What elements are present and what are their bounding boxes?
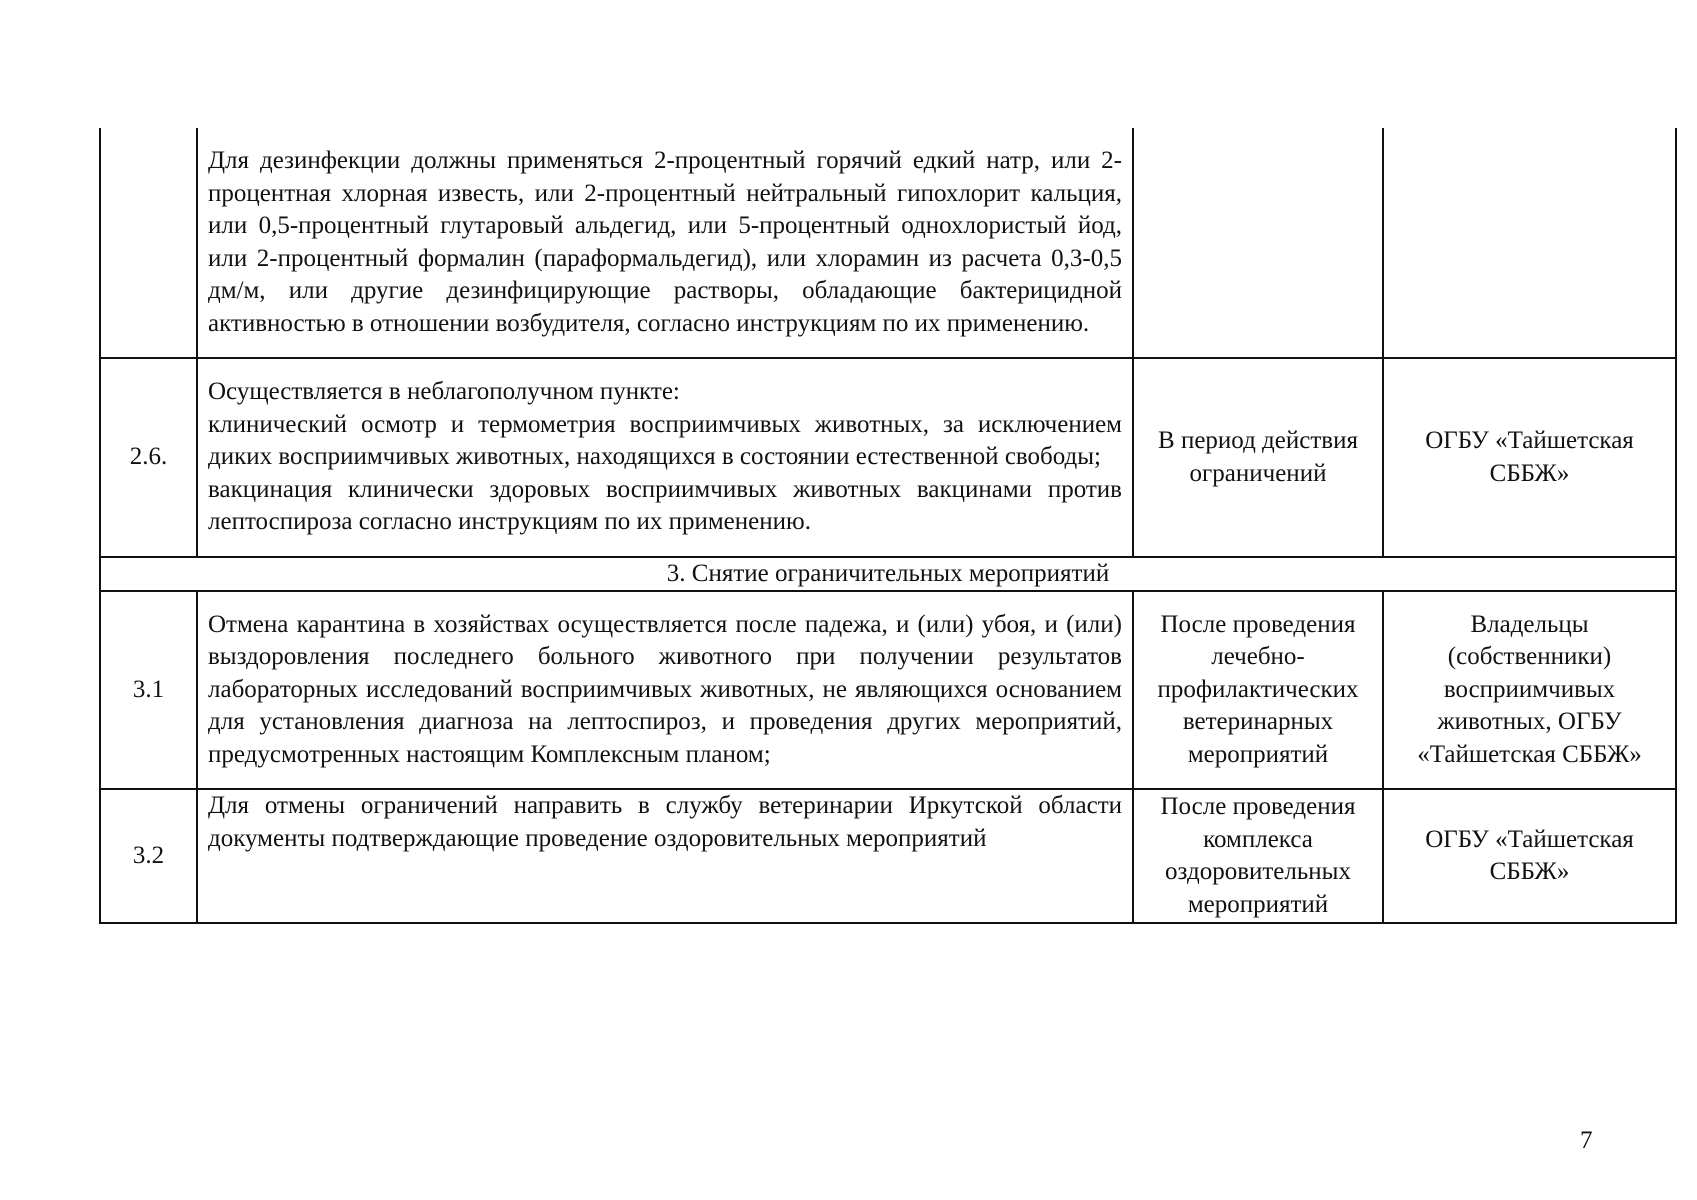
row-number: 3.2 bbox=[100, 789, 197, 923]
row-period: В период действия ограничений bbox=[1133, 358, 1383, 557]
description-paragraph: Осуществляется в неблагополучном пункте: bbox=[208, 378, 680, 406]
description-paragraph: вакцинация клинически здоровых восприимчивых животных вакцинами против лептоспироза согласно инструкциям по их применению. bbox=[208, 475, 1122, 536]
row-period bbox=[1133, 128, 1383, 358]
measures-table bbox=[99, 128, 1677, 924]
row-description bbox=[197, 358, 1133, 557]
row-period: После проведения лечебно-профилактических ветеринарных мероприятий bbox=[1133, 591, 1383, 789]
table-row bbox=[100, 591, 1676, 789]
row-number: 3.1 bbox=[100, 591, 197, 789]
row-period: После проведения комплекса оздоровительных мероприятий bbox=[1133, 789, 1383, 923]
table-row bbox=[100, 358, 1676, 557]
description-paragraph: Для отмены ограничений направить в службу ветеринарии Иркутской области документы подтверждающие проведение оздоровительных мероприятий bbox=[208, 792, 1122, 852]
row-responsible: Владельцы (собственники) восприимчивых животных, ОГБУ «Тайшетская СББЖ» bbox=[1383, 591, 1676, 789]
page-number: 7 bbox=[1580, 1127, 1593, 1154]
section-header-row bbox=[100, 557, 1676, 591]
row-responsible bbox=[1383, 128, 1676, 358]
description-paragraph: Для дезинфекции должны применяться 2-процентный горячий едкий натр, или 2-процентная хлорная известь, или 2-процентный нейтральный гипохлорит кальция, или 0,5-процентный глутаровый альдегид, или 5-процентный однохлористый йод, или 2-процентный формалин (параформальдегид), или хлорамин из расчета 0,3-0,5 дм/м, или другие дезинфицирующие растворы, обладающие бактерицидной активностью в отношении возбудителя, согласно инструкциям по их применению. bbox=[208, 147, 1122, 337]
table-row bbox=[100, 789, 1676, 923]
row-number: 2.6. bbox=[100, 358, 197, 557]
table-row bbox=[100, 128, 1676, 358]
description-paragraph: клинический осмотр и термометрия восприимчивых животных, за исключением диких восприимчивых животных, находящихся в состоянии естественной свободы; bbox=[208, 410, 1122, 471]
row-description bbox=[197, 591, 1133, 789]
section-title: 3. Снятие ограничительных мероприятий bbox=[100, 557, 1676, 591]
row-responsible: ОГБУ «Тайшетская СББЖ» bbox=[1383, 358, 1676, 557]
row-description bbox=[197, 789, 1133, 923]
row-description bbox=[197, 128, 1133, 358]
row-number bbox=[100, 128, 197, 358]
row-responsible: ОГБУ «Тайшетская СББЖ» bbox=[1383, 789, 1676, 923]
description-paragraph: Отмена карантина в хозяйствах осуществляется после падежа, и (или) убоя, и (или) выздоровления последнего больного животного при получении результатов лабораторных исследований восприимчивых животных, не являющихся основанием для установления диагноза на лептоспироз, и проведения других мероприятий, предусмотренных настоящим Комплексным планом; bbox=[208, 610, 1122, 768]
